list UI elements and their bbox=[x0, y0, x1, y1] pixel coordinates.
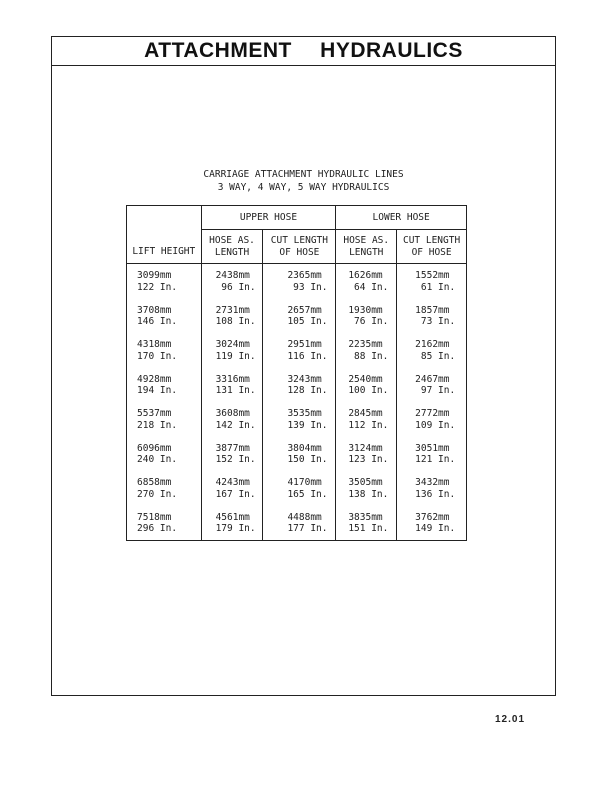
value-mm: 2162mm bbox=[415, 339, 450, 350]
value-mm: 2731mm bbox=[215, 304, 250, 316]
table-cell bbox=[201, 506, 263, 541]
value-inches: 218 In. bbox=[137, 419, 178, 431]
value-mm: 1552mm bbox=[415, 270, 450, 281]
page-title: ATTACHMENT HYDRAULICS bbox=[144, 39, 463, 62]
value-inches: 109 In. bbox=[415, 419, 456, 431]
value-mm: 5537mm bbox=[137, 408, 172, 419]
header-label: LIFT HEIGHT bbox=[132, 246, 196, 257]
header-lower-hose-as-length bbox=[336, 230, 397, 264]
value-mm: 2951mm bbox=[287, 339, 322, 350]
value-inches: 108 In. bbox=[215, 316, 256, 327]
table-cell bbox=[263, 264, 336, 299]
table-cell bbox=[201, 402, 263, 437]
table-body bbox=[127, 264, 467, 541]
page-frame bbox=[51, 36, 556, 696]
header-label: HOSE AS. bbox=[209, 234, 255, 246]
value-mm: 3243mm bbox=[287, 373, 322, 385]
value-inches: 123 In. bbox=[348, 454, 389, 465]
value-inches: 96 In. bbox=[215, 281, 256, 293]
cell-content bbox=[202, 264, 263, 299]
table-cell bbox=[127, 402, 202, 437]
value-mm: 2365mm bbox=[287, 270, 322, 281]
value-inches: 150 In. bbox=[287, 454, 328, 465]
cell-content bbox=[263, 471, 335, 506]
title-bar bbox=[52, 37, 555, 66]
value-inches: 131 In. bbox=[215, 385, 256, 396]
value-inches: 146 In. bbox=[137, 316, 178, 327]
cell-content bbox=[263, 402, 335, 437]
value-inches: 170 In. bbox=[137, 350, 178, 362]
cell-content bbox=[397, 402, 466, 437]
cell-content bbox=[127, 299, 201, 334]
header-lower-hose: LOWER HOSE bbox=[336, 206, 467, 230]
cell-content bbox=[202, 471, 263, 506]
table-cell bbox=[336, 402, 397, 437]
table-cell bbox=[336, 506, 397, 541]
value-inches: 97 In. bbox=[415, 385, 456, 396]
table-row bbox=[127, 402, 467, 437]
table-cell bbox=[397, 264, 467, 299]
value-inches: 142 In. bbox=[215, 419, 256, 431]
header-label: LENGTH bbox=[214, 246, 250, 258]
table-row bbox=[127, 471, 467, 506]
value-mm: 2657mm bbox=[287, 304, 322, 316]
cell-content bbox=[202, 299, 263, 334]
table-cell bbox=[397, 402, 467, 437]
value-mm: 6858mm bbox=[137, 477, 172, 488]
cell-content bbox=[336, 264, 396, 299]
header-label: OF HOSE bbox=[411, 246, 452, 258]
table-cell bbox=[336, 437, 397, 472]
header-upper-hose: UPPER HOSE bbox=[201, 206, 336, 230]
cell-content bbox=[263, 333, 335, 368]
cell-content bbox=[263, 506, 335, 541]
table-cell bbox=[201, 299, 263, 334]
table-cell bbox=[263, 299, 336, 334]
cell-content bbox=[127, 333, 201, 368]
table-cell bbox=[336, 264, 397, 299]
header-upper-cut-length bbox=[263, 230, 336, 264]
table-cell bbox=[336, 471, 397, 506]
table-cell bbox=[127, 368, 202, 403]
table-cell bbox=[201, 471, 263, 506]
table-cell bbox=[397, 299, 467, 334]
cell-content bbox=[336, 333, 396, 368]
value-mm: 3316mm bbox=[215, 373, 250, 385]
value-mm: 3804mm bbox=[287, 442, 322, 454]
table-row bbox=[127, 333, 467, 368]
value-mm: 1857mm bbox=[415, 304, 450, 316]
value-mm: 4318mm bbox=[137, 339, 172, 350]
cell-content bbox=[263, 264, 335, 299]
cell-content bbox=[127, 368, 201, 403]
value-inches: 138 In. bbox=[348, 488, 389, 500]
header-lower-cut-length bbox=[397, 230, 467, 264]
value-inches: 167 In. bbox=[215, 488, 256, 500]
cell-content bbox=[202, 368, 263, 403]
value-mm: 7518mm bbox=[137, 511, 172, 523]
value-mm: 2467mm bbox=[415, 373, 450, 385]
table-cell bbox=[336, 299, 397, 334]
cell-content bbox=[397, 264, 466, 299]
value-inches: 61 In. bbox=[415, 281, 456, 293]
cell-content bbox=[127, 471, 201, 506]
table-row bbox=[127, 506, 467, 541]
table-cell bbox=[263, 471, 336, 506]
table-cell bbox=[397, 506, 467, 541]
table-cell bbox=[397, 437, 467, 472]
cell-content bbox=[127, 506, 201, 541]
table-cell bbox=[127, 471, 202, 506]
table-cell bbox=[201, 368, 263, 403]
value-inches: 177 In. bbox=[287, 523, 328, 534]
table-cell bbox=[263, 368, 336, 403]
header-lift-height bbox=[127, 206, 202, 264]
value-mm: 3877mm bbox=[215, 442, 250, 454]
value-inches: 122 In. bbox=[137, 281, 178, 293]
value-inches: 85 In. bbox=[415, 350, 456, 362]
value-mm: 4928mm bbox=[137, 373, 172, 385]
value-inches: 139 In. bbox=[287, 419, 328, 431]
cell-content bbox=[336, 506, 396, 541]
value-mm: 3608mm bbox=[215, 408, 250, 419]
table-cell bbox=[336, 368, 397, 403]
value-inches: 128 In. bbox=[287, 385, 328, 396]
value-mm: 3505mm bbox=[348, 477, 383, 488]
cell-content bbox=[336, 299, 396, 334]
value-inches: 165 In. bbox=[287, 488, 328, 500]
hydraulic-lines-table bbox=[126, 205, 467, 541]
value-mm: 3099mm bbox=[137, 270, 172, 281]
cell-content bbox=[202, 437, 263, 472]
value-inches: 100 In. bbox=[348, 385, 389, 396]
table-cell bbox=[127, 437, 202, 472]
value-inches: 93 In. bbox=[287, 281, 328, 293]
header-label: OF HOSE bbox=[279, 246, 320, 258]
value-mm: 2438mm bbox=[215, 270, 250, 281]
table-caption-line2: 3 WAY, 4 WAY, 5 WAY HYDRAULICS bbox=[217, 182, 390, 193]
table-cell bbox=[397, 333, 467, 368]
value-inches: 136 In. bbox=[415, 488, 456, 500]
cell-content bbox=[336, 471, 396, 506]
value-mm: 3762mm bbox=[415, 511, 450, 523]
value-inches: 151 In. bbox=[348, 523, 389, 534]
value-mm: 1626mm bbox=[348, 270, 383, 281]
value-mm: 3432mm bbox=[415, 477, 450, 488]
value-mm: 2540mm bbox=[348, 373, 383, 385]
table-cell bbox=[263, 437, 336, 472]
value-inches: 240 In. bbox=[137, 454, 178, 465]
value-mm: 2235mm bbox=[348, 339, 383, 350]
value-inches: 152 In. bbox=[215, 454, 256, 465]
cell-content bbox=[336, 368, 396, 403]
value-mm: 3535mm bbox=[287, 408, 322, 419]
header-label: CUT LENGTH bbox=[402, 234, 461, 246]
value-mm: 4561mm bbox=[215, 511, 250, 523]
cell-content bbox=[336, 402, 396, 437]
value-inches: 119 In. bbox=[215, 350, 256, 362]
cell-content bbox=[127, 402, 201, 437]
value-inches: 296 In. bbox=[137, 523, 178, 534]
cell-content bbox=[127, 437, 201, 472]
value-mm: 2845mm bbox=[348, 408, 383, 419]
cell-content bbox=[397, 333, 466, 368]
table-row bbox=[127, 437, 467, 472]
table-cell bbox=[201, 333, 263, 368]
value-inches: 73 In. bbox=[415, 316, 456, 327]
value-mm: 4243mm bbox=[215, 477, 250, 488]
table-cell bbox=[397, 368, 467, 403]
value-inches: 121 In. bbox=[415, 454, 456, 465]
value-inches: 179 In. bbox=[215, 523, 256, 534]
value-inches: 194 In. bbox=[137, 385, 178, 396]
value-inches: 64 In. bbox=[348, 281, 389, 293]
value-inches: 76 In. bbox=[348, 316, 389, 327]
table-cell bbox=[201, 264, 263, 299]
table-caption-line1: CARRIAGE ATTACHMENT HYDRAULIC LINES bbox=[203, 169, 404, 180]
cell-content bbox=[397, 299, 466, 334]
cell-content bbox=[127, 264, 201, 299]
cell-content bbox=[202, 333, 263, 368]
value-inches: 88 In. bbox=[348, 350, 389, 362]
page-number: 12.01 bbox=[495, 714, 526, 725]
value-mm: 2772mm bbox=[415, 408, 450, 419]
value-inches: 149 In. bbox=[415, 523, 456, 534]
cell-content bbox=[397, 437, 466, 472]
cell-content bbox=[397, 368, 466, 403]
table-cell bbox=[127, 299, 202, 334]
value-mm: 1930mm bbox=[348, 304, 383, 316]
table-cell bbox=[127, 506, 202, 541]
cell-content bbox=[336, 437, 396, 472]
table-cell bbox=[263, 402, 336, 437]
header-label: CUT LENGTH bbox=[270, 234, 328, 246]
value-mm: 6096mm bbox=[137, 442, 172, 454]
value-mm: 3024mm bbox=[215, 339, 250, 350]
value-mm: 3051mm bbox=[415, 442, 450, 454]
table-cell bbox=[263, 333, 336, 368]
header-label: LENGTH bbox=[349, 246, 384, 258]
value-mm: 3708mm bbox=[137, 304, 172, 316]
cell-content bbox=[397, 471, 466, 506]
table-cell bbox=[127, 333, 202, 368]
value-inches: 112 In. bbox=[348, 419, 389, 431]
value-mm: 3124mm bbox=[348, 442, 383, 454]
value-inches: 105 In. bbox=[287, 316, 328, 327]
value-inches: 116 In. bbox=[287, 350, 328, 362]
header-label: HOSE AS. bbox=[343, 234, 390, 246]
value-mm: 3835mm bbox=[348, 511, 383, 523]
cell-content bbox=[397, 506, 466, 541]
cell-content bbox=[263, 299, 335, 334]
header-upper-hose-as-length bbox=[201, 230, 263, 264]
table-row bbox=[127, 299, 467, 334]
cell-content bbox=[202, 402, 263, 437]
table-cell bbox=[127, 264, 202, 299]
value-mm: 4488mm bbox=[287, 511, 322, 523]
value-inches: 270 In. bbox=[137, 488, 178, 500]
table-cell bbox=[336, 333, 397, 368]
table-cell bbox=[201, 437, 263, 472]
cell-content bbox=[202, 506, 263, 541]
table-cell bbox=[397, 471, 467, 506]
value-mm: 4170mm bbox=[287, 477, 322, 488]
table-row bbox=[127, 264, 467, 299]
table-row bbox=[127, 368, 467, 403]
table-cell bbox=[263, 506, 336, 541]
cell-content bbox=[263, 437, 335, 472]
cell-content bbox=[263, 368, 335, 403]
